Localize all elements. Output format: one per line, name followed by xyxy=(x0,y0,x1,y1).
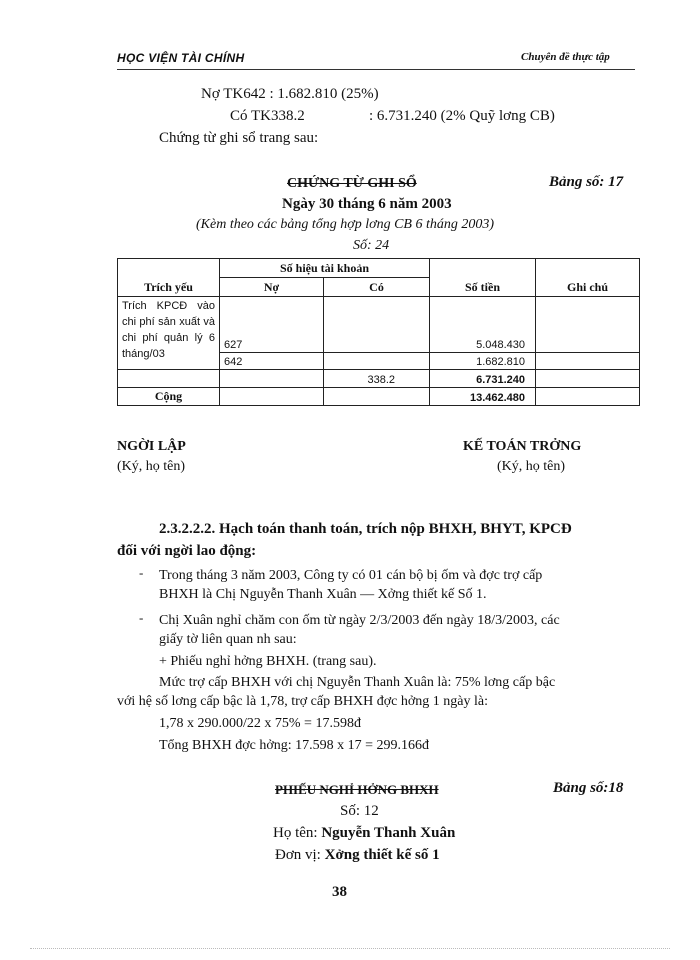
entry-co-value: : 6.731.240 (2% Quỹ lơng CB) xyxy=(369,108,555,124)
voucher-subtitle: (Kèm theo các bảng tổng hợp lơng CB 6 tháng 2003) xyxy=(196,217,495,232)
row2-note xyxy=(536,353,640,370)
bullet1-line1: Trong tháng 3 năm 2003, Công ty có 01 cán bộ bị ốm và đợc trợ cấp xyxy=(159,568,543,583)
row2-co xyxy=(324,353,430,370)
header-no: Nợ xyxy=(220,278,324,297)
row2-no: 642 xyxy=(220,353,324,370)
signature-right-title: KẾ TOÁN TRỞNG xyxy=(463,439,582,454)
slip-name-row xyxy=(273,825,455,842)
row1-note xyxy=(536,297,640,353)
header-school-name: HỌC VIỆN TÀI CHÍNH xyxy=(117,51,245,65)
row2-amount: 1.682.810 xyxy=(430,353,536,370)
total-co xyxy=(324,388,430,406)
total-label: Cộng xyxy=(118,388,220,406)
table-row xyxy=(118,370,640,388)
row1-amount: 5.048.430 xyxy=(430,297,536,353)
voucher-title: CHỨNG TỪ GHI SỔ xyxy=(287,176,417,191)
table-row xyxy=(118,297,640,353)
bullet-dash-icon: - xyxy=(139,610,144,625)
bullet2-line2: giấy tờ liên quan nh sau: xyxy=(159,632,297,647)
header-so-tien: Số tiền xyxy=(430,259,536,297)
row-description: Trích KPCĐ vào chi phí sản xuất và chi phí quản lý 6 tháng/03 xyxy=(118,297,220,370)
signature-left-title: NGỜI LẬP xyxy=(117,439,186,454)
total-note xyxy=(536,388,640,406)
total-no xyxy=(220,388,324,406)
slip-number: Số: 12 xyxy=(340,803,379,819)
page-number: 38 xyxy=(332,884,347,900)
voucher-table-number: Bảng số: 17 xyxy=(549,174,624,190)
header-co: Có xyxy=(324,278,430,297)
header-so-hieu: Số hiệu tài khoản xyxy=(220,259,430,278)
row3-amount: 6.731.240 xyxy=(430,370,536,388)
slip-unit-value: Xởng thiết kế số 1 xyxy=(324,847,440,863)
slip-name-value: Nguyễn Thanh Xuân xyxy=(321,825,456,841)
row3-desc xyxy=(118,370,220,388)
voucher-number: Số: 24 xyxy=(353,238,390,253)
entry-no-line: Nợ TK642 : 1.682.810 (25%) xyxy=(201,86,379,102)
header-ghi-chu: Ghi chú xyxy=(536,259,640,297)
total-amount: 13.462.480 xyxy=(430,388,536,406)
calc-line1: 1,78 x 290.000/22 x 75% = 17.598đ xyxy=(159,716,361,731)
row1-no: 627 xyxy=(220,297,324,353)
para-line2: với hệ số lơng cấp bậc là 1,78, trợ cấp BHXH đợc hởng 1 ngày là: xyxy=(117,694,488,709)
row3-note xyxy=(536,370,640,388)
para-line1: Mức trợ cấp BHXH với chị Nguyễn Thanh Xuân là: 75% lơng cấp bậc xyxy=(159,675,556,690)
signature-right-sub: (Ký, họ tên) xyxy=(497,459,566,474)
row1-co xyxy=(324,297,430,353)
row3-no xyxy=(220,370,324,388)
calc-line2: Tổng BHXH đợc hởng: 17.598 x 17 = 299.166đ xyxy=(159,738,430,753)
voucher-table xyxy=(117,258,640,406)
voucher-date: Ngày 30 tháng 6 năm 2003 xyxy=(282,196,452,212)
slip-name-label: Họ tên: xyxy=(273,825,322,841)
slip-title: PHIẾU NGHỈ HỞNG BHXH xyxy=(275,782,439,797)
signature-left-sub: (Ký, họ tên) xyxy=(117,459,186,474)
table-total-row xyxy=(118,388,640,406)
bullet1-line2: BHXH là Chị Nguyễn Thanh Xuân — Xởng thiết kế Số 1. xyxy=(159,587,487,602)
header-trich-yeu: Trích yếu xyxy=(118,259,220,297)
section-heading-line2: đối với ngời lao động: xyxy=(117,543,257,559)
plus-line: + Phiếu nghỉ hởng BHXH. (trang sau). xyxy=(159,654,377,669)
chung-tu-note: Chứng từ ghi sổ trang sau: xyxy=(159,130,319,146)
slip-unit-label: Đơn vị: xyxy=(275,847,325,863)
bullet2-line1: Chị Xuân nghỉ chăm con ốm từ ngày 2/3/2003 đến ngày 18/3/2003, các xyxy=(159,613,560,628)
entry-co-label: Có TK338.2 xyxy=(230,108,305,124)
bullet-dash-icon: - xyxy=(139,565,144,580)
header-rule xyxy=(117,69,635,70)
section-heading-line1: 2.3.2.2.2. Hạch toán thanh toán, trích nộp BHXH, BHYT, KPCĐ xyxy=(159,521,572,537)
slip-table-number: Bảng số:18 xyxy=(553,780,624,796)
footer-dotted-rule xyxy=(30,948,670,949)
row3-co: 338.2 xyxy=(324,370,430,388)
header-report-type: Chuyên đề thực tập xyxy=(521,51,610,63)
slip-unit-row xyxy=(275,847,440,864)
